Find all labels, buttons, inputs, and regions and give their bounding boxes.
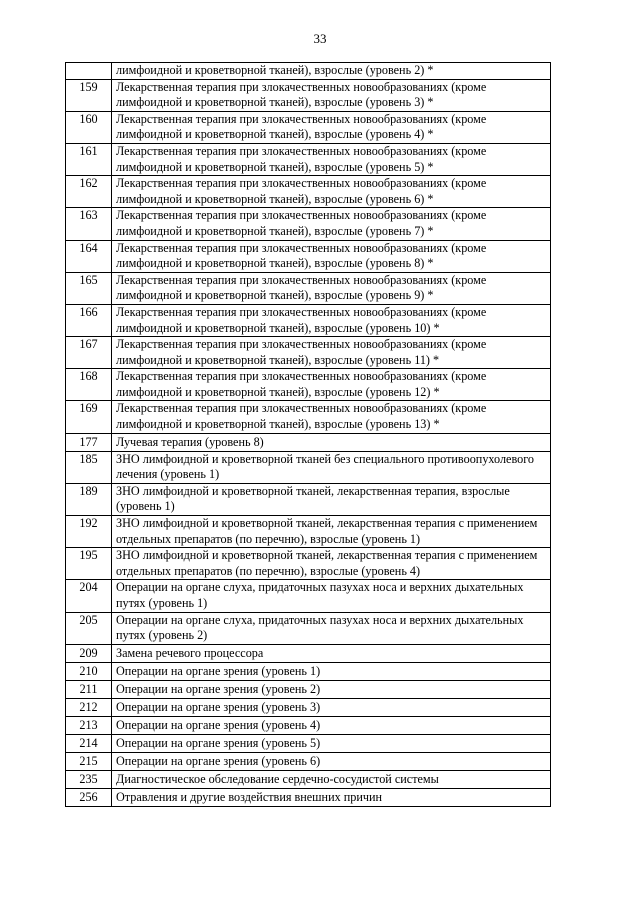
row-name: Лекарственная терапия при злокачественных новообразованиях (кроме лимфоидной и кроветворной тканей), взрослые (уровень 11) * bbox=[112, 337, 551, 369]
table-row bbox=[66, 644, 551, 662]
row-code: 166 bbox=[66, 304, 112, 336]
table-row bbox=[66, 516, 551, 548]
table-row bbox=[66, 208, 551, 240]
table-row bbox=[66, 304, 551, 336]
row-name: Лекарственная терапия при злокачественных новообразованиях (кроме лимфоидной и кроветворной тканей), взрослые (уровень 13) * bbox=[112, 401, 551, 433]
row-code: 165 bbox=[66, 272, 112, 304]
row-code: 161 bbox=[66, 143, 112, 175]
row-code: 189 bbox=[66, 483, 112, 515]
row-name: Операции на органе зрения (уровень 1) bbox=[112, 662, 551, 680]
table-row bbox=[66, 716, 551, 734]
row-name: Операции на органе зрения (уровень 6) bbox=[112, 752, 551, 770]
row-name: ЗНО лимфоидной и кроветворной тканей, лекарственная терапия с применением отдельных препаратов (по перечню), взрослые (уровень 4) bbox=[112, 548, 551, 580]
row-code: 167 bbox=[66, 337, 112, 369]
row-name: Лекарственная терапия при злокачественных новообразованиях (кроме лимфоидной и кроветворной тканей), взрослые (уровень 9) * bbox=[112, 272, 551, 304]
row-code: 209 bbox=[66, 644, 112, 662]
row-code: 210 bbox=[66, 662, 112, 680]
row-name: Лучевая терапия (уровень 8) bbox=[112, 433, 551, 451]
table-row bbox=[66, 433, 551, 451]
row-code: 168 bbox=[66, 369, 112, 401]
row-code: 204 bbox=[66, 580, 112, 612]
row-code: 214 bbox=[66, 734, 112, 752]
row-name: Операции на органе зрения (уровень 3) bbox=[112, 698, 551, 716]
table-row bbox=[66, 176, 551, 208]
row-name: Операции на органе слуха, придаточных пазухах носа и верхних дыхательных путях (уровень 2) bbox=[112, 612, 551, 644]
row-name: Лекарственная терапия при злокачественных новообразованиях (кроме лимфоидной и кроветворной тканей), взрослые (уровень 8) * bbox=[112, 240, 551, 272]
row-code: 195 bbox=[66, 548, 112, 580]
row-name: Лекарственная терапия при злокачественных новообразованиях (кроме лимфоидной и кроветворной тканей), взрослые (уровень 5) * bbox=[112, 143, 551, 175]
row-name: ЗНО лимфоидной и кроветворной тканей, лекарственная терапия с применением отдельных препаратов (по перечню), взрослые (уровень 1) bbox=[112, 516, 551, 548]
table-row bbox=[66, 662, 551, 680]
row-code: 205 bbox=[66, 612, 112, 644]
table-row bbox=[66, 752, 551, 770]
row-name: Лекарственная терапия при злокачественных новообразованиях (кроме лимфоидной и кроветворной тканей), взрослые (уровень 4) * bbox=[112, 111, 551, 143]
row-name: Операции на органе зрения (уровень 4) bbox=[112, 716, 551, 734]
row-code: 177 bbox=[66, 433, 112, 451]
row-code: 185 bbox=[66, 451, 112, 483]
table-row bbox=[66, 143, 551, 175]
codes-table bbox=[65, 62, 551, 807]
page-number: 33 bbox=[313, 31, 327, 46]
row-name: Операции на органе слуха, придаточных пазухах носа и верхних дыхательных путях (уровень 1) bbox=[112, 580, 551, 612]
table-row bbox=[66, 337, 551, 369]
row-code: 212 bbox=[66, 698, 112, 716]
table-row bbox=[66, 240, 551, 272]
row-name: ЗНО лимфоидной и кроветворной тканей без специального противоопухолевого лечения (уровень 1) bbox=[112, 451, 551, 483]
row-name: Диагностическое обследование сердечно-сосудистой системы bbox=[112, 770, 551, 788]
table-row bbox=[66, 698, 551, 716]
row-name: Отравления и другие воздействия внешних причин bbox=[112, 788, 551, 806]
table-row bbox=[66, 451, 551, 483]
row-code: 215 bbox=[66, 752, 112, 770]
row-name: лимфоидной и кроветворной тканей), взрослые (уровень 2) * bbox=[112, 63, 551, 80]
row-code: 160 bbox=[66, 111, 112, 143]
table-row bbox=[66, 401, 551, 433]
row-name: Лекарственная терапия при злокачественных новообразованиях (кроме лимфоидной и кроветворной тканей), взрослые (уровень 6) * bbox=[112, 176, 551, 208]
row-name: Лекарственная терапия при злокачественных новообразованиях (кроме лимфоидной и кроветворной тканей), взрослые (уровень 7) * bbox=[112, 208, 551, 240]
row-name: Операции на органе зрения (уровень 2) bbox=[112, 680, 551, 698]
row-name: Лекарственная терапия при злокачественных новообразованиях (кроме лимфоидной и кроветворной тканей), взрослые (уровень 10) * bbox=[112, 304, 551, 336]
row-name: Лекарственная терапия при злокачественных новообразованиях (кроме лимфоидной и кроветворной тканей), взрослые (уровень 3) * bbox=[112, 79, 551, 111]
table-row bbox=[66, 580, 551, 612]
row-code: 256 bbox=[66, 788, 112, 806]
row-code: 163 bbox=[66, 208, 112, 240]
row-code: 159 bbox=[66, 79, 112, 111]
row-name: ЗНО лимфоидной и кроветворной тканей, лекарственная терапия, взрослые (уровень 1) bbox=[112, 483, 551, 515]
table-row bbox=[66, 111, 551, 143]
table-row bbox=[66, 79, 551, 111]
row-code: 235 bbox=[66, 770, 112, 788]
row-code: 162 bbox=[66, 176, 112, 208]
table-row bbox=[66, 770, 551, 788]
table-row bbox=[66, 272, 551, 304]
row-name: Замена речевого процессора bbox=[112, 644, 551, 662]
row-name: Лекарственная терапия при злокачественных новообразованиях (кроме лимфоидной и кроветворной тканей), взрослые (уровень 12) * bbox=[112, 369, 551, 401]
row-code: 211 bbox=[66, 680, 112, 698]
table-row bbox=[66, 612, 551, 644]
row-name: Операции на органе зрения (уровень 5) bbox=[112, 734, 551, 752]
table-row bbox=[66, 548, 551, 580]
table-row bbox=[66, 483, 551, 515]
table-row bbox=[66, 680, 551, 698]
row-code: 213 bbox=[66, 716, 112, 734]
table-row bbox=[66, 369, 551, 401]
table-row bbox=[66, 734, 551, 752]
table-row bbox=[66, 788, 551, 806]
table-row bbox=[66, 63, 551, 80]
row-code: 164 bbox=[66, 240, 112, 272]
row-code: 192 bbox=[66, 516, 112, 548]
row-code bbox=[66, 63, 112, 80]
codes-table-body bbox=[66, 63, 551, 807]
row-code: 169 bbox=[66, 401, 112, 433]
